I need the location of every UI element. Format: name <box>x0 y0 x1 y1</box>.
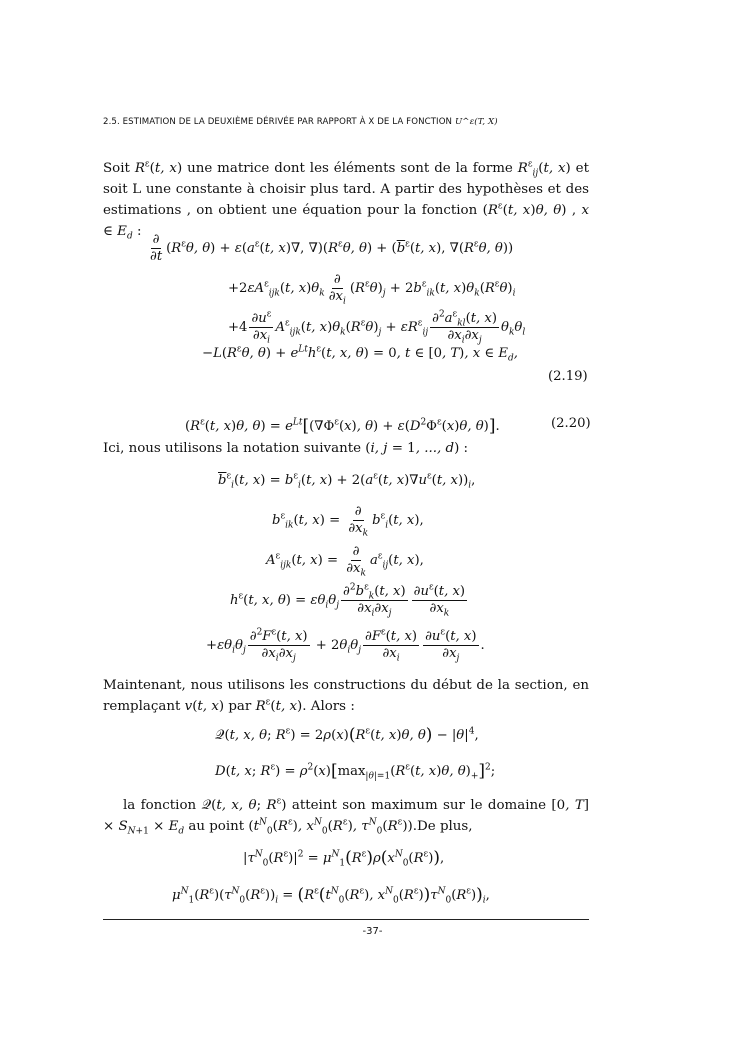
equation-mu-tau: $\mu^N_1(R^\varepsilon)(\tau^N_0(R^\varepsilon))_i = (R^\varepsilon(t^N_0(R^\varepsilon)$, $x^N_0(R^\varepsilon))\tau^N_0(R^\varepsilon))_i$, <box>172 885 490 906</box>
notation-paragraph: Ici, nous utilisons la notation suivante (i, j = 1, ..., d) : <box>103 441 469 456</box>
constructions-paragraph: Maintenant, nous utilisons les constructions du début de la section, en remplaçant v(t, x) par $R^\varepsilon(t$, x). Alors : <box>103 678 589 714</box>
definition-a-ijk: $A^\varepsilon_{ijk}(t$, x) = $\frac{\partial}{\partial x_k}$ $a^\varepsilon_{ij}(t$, x), <box>266 544 424 579</box>
definition-b-bar: $\overline{b}^\varepsilon_i(t$, $x) = b^\varepsilon_i(t$, $x) + 2(a^\varepsilon(t$, $x)\nabla u^\varepsilon(t$, $x))_i$, <box>218 471 476 491</box>
equation-number-2-19: (2.19) <box>548 369 588 384</box>
definition-h-line-2: $+\varepsilon\theta_i\theta_j$ $\frac{\partial^2F^\varepsilon(t, x)}{\partial x_i\partial x_j}$ + $2\theta_i\theta_j$ $\frac{\partial F^\varepsilon(t, x)}{\partial x_i}$ $\frac{\partial u^\varepsilon(t, x)}{\partial x_j}$ . <box>206 627 485 664</box>
equation-q-definition: 𝒬(t, x, θ; $R^\varepsilon) = 2\rho(x)(R^\varepsilon(t$, x)θ, $\theta) - |\theta|^4$, <box>215 725 479 745</box>
footer-rule <box>103 919 589 920</box>
equation-tau-norm: $|\tau^N_0(R^\varepsilon)|^2 = \mu^N_1(R^\varepsilon)\rho(x^N_0(R^\varepsilon))$, <box>243 848 445 869</box>
equation-2-19-line-2: $+2\varepsilon A^\varepsilon_{ijk}(t$, $x)\theta_k$ $\frac{\partial}{\partial x_i}$ $(R^\varepsilon\theta)_j + 2b^\varepsilon_{ik}(t$, $x)\theta_k(R^\varepsilon\theta)_i$ <box>228 272 516 307</box>
equation-2-20: ($R^\varepsilon(t$, x)θ, $\theta) = e^{Lt}[(\nabla\Phi^\varepsilon(x)$, $\theta) + \varepsilon(D^2\Phi^\varepsilon(x)\theta$, θ)]. <box>185 416 500 436</box>
intro-paragraph: Soit $R^\varepsilon(t$, x) une matrice dont les éléments sont de la forme $R^\varepsilon_{ij}(t$, x) et soit L une constante à choisir plus tard. A partir des hypothèses et des estimations , on obtient une équation pour la fonction ($R^\varepsilon(t$, x)θ, θ) , x ∈ $E_d$ : <box>103 159 590 242</box>
page-number: -37- <box>362 926 383 937</box>
equation-2-19-line-4: $-L(R^\varepsilon\theta$, $\theta) + e^{Lt}h^\varepsilon(t$, x, θ) = 0, t ∈ [0, T), x ∈ $E_d$, <box>202 344 518 364</box>
equation-2-19-line-3: +4 $\frac{\partial u^\varepsilon}{\partial x_i}$ $A^\varepsilon_{ijk}(t$, $x)\theta_k(R^\varepsilon\theta)_j + \varepsilon R^\varepsilon_{ij}$ $\frac{\partial^2a^\varepsilon_{kl}(t, x)}{\partial x_i\partial x_j}$ $\theta_k\theta_l$ <box>228 309 526 346</box>
running-header-text: 2.5. ESTIMATION DE LA DEUXIÈME DÉRIVÉE PAR RAPPORT À X DE LA FONCTION <box>103 117 453 127</box>
running-header <box>103 117 603 127</box>
equation-number-2-20: (2.20) <box>551 416 591 431</box>
definition-h-line-1: $h^\varepsilon(t$, x, $\theta) = \varepsilon\theta_i\theta_j$ $\frac{\partial^2b^\varepsilon_k(t, x)}{\partial x_i\partial x_j}$ $\frac{\partial u^\varepsilon(t, x)}{\partial x_k}$ <box>230 582 466 619</box>
maximum-paragraph: la fonction 𝒬(t, x, θ; $R^\varepsilon$) atteint son maximum sur le domaine [0, $T] \times S_{N+1} \times E_d$ au point ($t^N_0(R^\varepsilon)$, $x^N_0(R^\varepsilon)$, $\tau^N_0(R^\varepsilon)).De$ plus, <box>103 796 589 837</box>
running-header-math: U^ε(T, X) <box>454 117 498 127</box>
equation-d-definition: D(t, x; $R^\varepsilon) = \rho^2(x)[\max_{|\theta|=1}(R^\varepsilon(t$, x)θ, $\theta)_+]^2$; <box>215 761 496 782</box>
equation-2-19-line-1: $\frac{\partial}{\partial t}$ ($R^\varepsilon\theta$, $\theta) + \varepsilon(a^\varepsilon(t$, x)∇, $\nabla)(R^\varepsilon\theta$, $\theta) + (\overline{b}^\varepsilon(t$, x), $\nabla(R^\varepsilon\theta$, θ)) <box>150 232 514 264</box>
definition-b-ik: $b^\varepsilon_{ik}(t$, x) = $\frac{\partial}{\partial x_k}$ $b^\varepsilon_i(t$, x), <box>272 504 424 539</box>
